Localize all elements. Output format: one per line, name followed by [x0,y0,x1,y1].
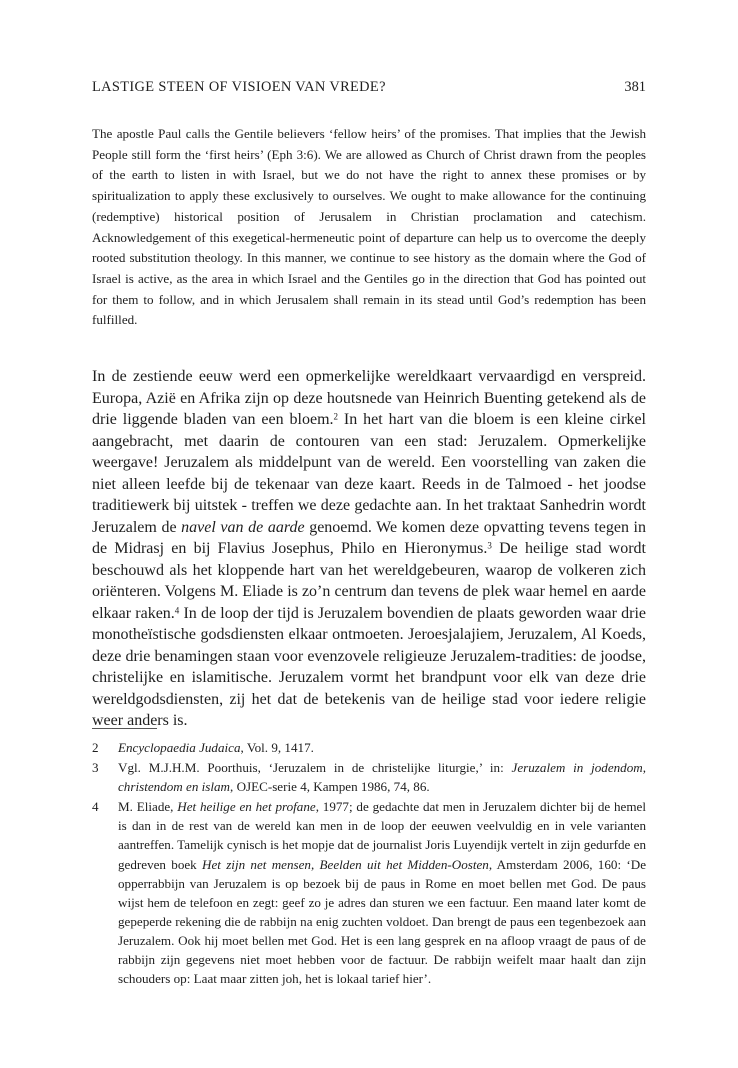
footnote-ref-3: 3 [487,540,492,551]
footnote-text-segment: , Amsterdam 2006, 160: ‘De opperrabbijn van Jeruzalem is op bezoek bij de paus in Rome en moet bellen met God. De paus wijst hem de telefoon en zegt: geef zo je adres dan sturen we een factuur. Een maand later komt de gepeperde rekening die de rabbijn na enig zuchten voldoet. Dan brengt de paus een tegenbezoek aan Jeruzalem. Ook hij moet bellen met God. Het is een lang gesprek en na afloop vraagt de paus of de rabbijn zijn gegevens niet moet hebben voor de factuur. De rabbijn weifelt maar haalt dan zijn schouders op: Laat maar zitten joh, het is lokaal tarief hier’. [118,856,647,987]
footnote-text-segment: , 1977; de gedachte dat men in Jeruzalem dichter bij de hemel is dan in de rest van de wereld kan men in de loop der eeuwen veelvuldig en in vele varianten aantreffen. Tamelijk cynisch is het mopje dat de journalist Joris Luyendijk vertelt in zijn gedurfde en gedreven boek [118,799,647,872]
running-head-title: LASTIGE STEEN OF VISIOEN VAN VREDE? [92,79,386,95]
body-text-segment: genoemd. We komen deze opvatting tevens tegen in de Midrasj en bij Flavius Josephus, Philo en Hieronymus. [92,518,646,557]
footnote-title: Jeruzalem in jodendom, christendom en islam [118,760,646,795]
footnote-text-segment: , OJEC-serie 4, Kampen 1986, 74, 86. [230,779,430,795]
footnote-text [118,758,646,796]
footnote-text-segment: , Vol. 9, 1417. [240,740,314,755]
english-abstract: The apostle Paul calls the Gentile believers ‘fellow heirs’ of the promises. That implies that the Jewish People still form the ‘first heirs’ (Eph 3:6). We are allowed as Church of Christ drawn from the peoples of the earth to listen in with Israel, but we do not have the right to annex these promises or by spiritualization to apply these exclusively to ourselves. We ought to make allowance for the continuing (redemptive) historical position of Jerusalem in Christian proclamation and catechism. Acknowledgement of this exegetical-hermeneutic point of departure can help us to overcome the deeply rooted substitution theology. In this manner, we continue to see history as the domain where the God of Israel is active, as the area in which Israel and the Gentiles go in the direction that God has pointed out for them to follow, and in which Jerusalem shall remain in its stead until God’s redemption has been fulfilled. [92,126,646,328]
footnote-3 [92,758,646,796]
footnote-2 [92,738,646,757]
footnote-4 [92,797,646,988]
footnote-ref-2: 2 [333,411,339,422]
body-text-segment: In het hart van die bloem is een kleine cirkel aangebracht, met daarin de contouren van een stad: Jeruzalem. Opmerkelijke weergave! Jeruzalem als middelpunt van de wereld. Een voorstelling van zaken die niet alleen leefde bij de tekenaar van deze kaart. Reeds in de Talmoed - het joodse traditiewerk bij uitstek - treffen we deze gedachte aan. In het traktaat Sanhedrin wordt Jeruzalem de [92,411,646,536]
footnote-title: Het zijn net mensen, Beelden uit het Midden-Oosten [202,856,489,872]
body-text-segment: In de loop der tijd is Jeruzalem bovendien de plaats geworden waar drie monotheïstische godsdiensten elkaar ontmoeten. Jeroesjalajiem, Jeruzalem, Al Koeds, deze drie benamingen staan voor evenzovele religieuze Jeruzalem-tradities: de joodse, christelijke en islamitische. Jeruzalem vormt het brandpunt voor elk van deze drie wereldgodsdiensten, zij het dat de betekenis van de heilige stad voor iedere religie weer anders is. [92,604,647,729]
footnote-number: 3 [92,760,99,776]
footnote-text [118,797,646,988]
running-head [92,77,646,97]
footnote-text [118,738,646,757]
footnote-number: 2 [92,740,99,755]
footnote-number: 4 [92,799,99,815]
footnote-text-segment: Vgl. M.J.H.M. Poorthuis, ‘Jeruzalem in de christelijke liturgie,’ in: [118,760,512,776]
body-text-segment: De heilige stad wordt beschouwd als het kloppende hart van het wereldgebeuren, waarop de volkeren zich oriënteren. Volgens M. Eliade is zo’n centrum dan tevens de plek waar hemel en aarde elkaar raken. [92,540,646,622]
page-number: 381 [624,79,646,95]
footnote-title: Het heilige en het profane [177,799,316,815]
footnote-ref-4: 4 [174,605,180,615]
footnotes [92,738,646,988]
italic-term: navel van de aarde [181,518,305,536]
footnote-separator [92,728,157,729]
footnote-title: Encyclopaedia Judaica [118,740,241,755]
footnote-text-segment: M. Eliade, [118,799,178,815]
body-paragraph [92,366,646,732]
body-text-segment: In de zestiende eeuw werd een opmerkelijke wereldkaart vervaardigd en verspreid. Europa, Azië en Afrika zijn op deze houtsnede van Heinrich Buenting getekend als de drie liggende bladen van een bloem. [92,368,646,428]
